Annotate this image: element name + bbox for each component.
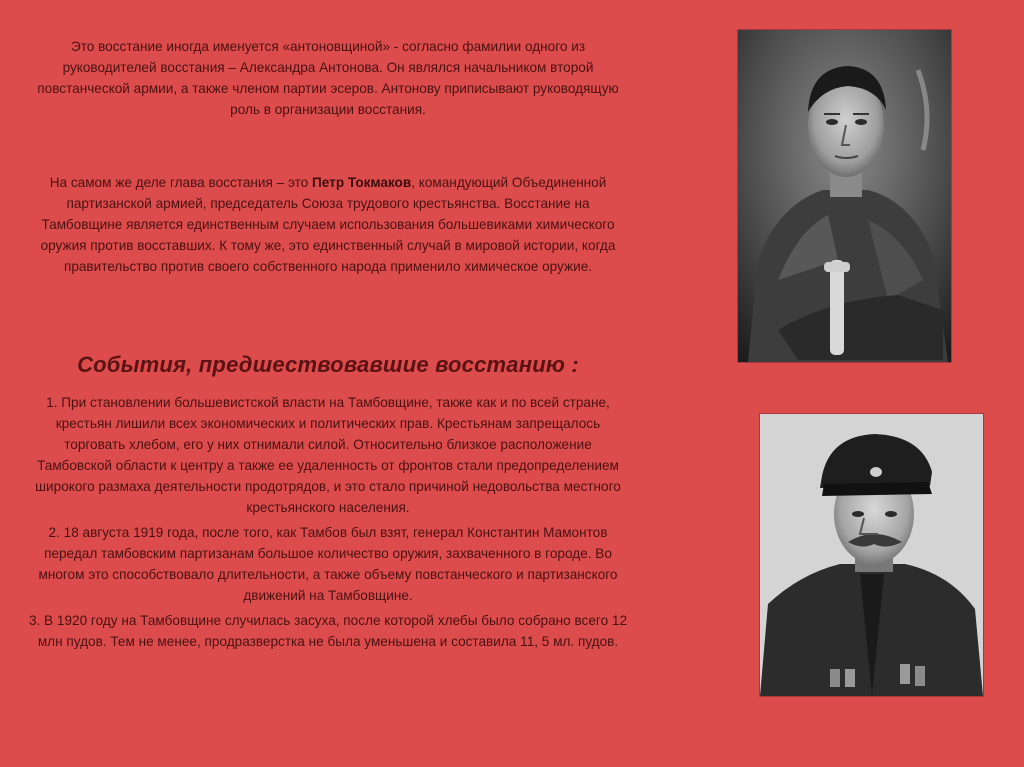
tokmakov-paragraph-end: , командующий Объединенной партизанской армией, председатель Союза трудового крестьянства. Восстание на Тамбовщине является единственным случаем использования большевиками химического оружия против восставших. К тому же, это единственный случай в мировой истории, когда правительство против своего собственного народа применило химическое оружие. xyxy=(40,175,616,274)
tokmakov-portrait-photo xyxy=(760,414,983,696)
tokmakov-paragraph xyxy=(26,172,630,277)
event-item-1: 1. При становлении большевистской власти на Тамбовщине, также как и по всей стране, крестьян лишили всех экономических и политических прав. Крестьянам запрещалось торговать хлебом, его у них отнимали силой. Относительно близкое расположение Тамбовской области к центру а также ее удаленность от фронтов стали предопределением широкого размаха деятельности продотрядов, и это стало причиной недовольства местного крестьянского населения. xyxy=(35,395,621,515)
event-item-3: 3. В 1920 году на Тамбовщине случилась засуха, после которой хлебы было собрано всего 12 млн пудов. Тем не менее, продразверстка не была уменьшена и составила 11, 5 мл. пудов. xyxy=(28,613,628,649)
events-heading: События, предшествовавшие восстанию : xyxy=(77,352,579,377)
event-item-2: 2. 18 августа 1919 года, после того, как Тамбов был взят, генерал Константин Мамонтов передал тамбовским партизанам большое количество оружия, захваченного в городе. Во многом это способствовало длительности, а также объему повстанческого и партизанского движений на Тамбовщине. xyxy=(38,525,618,603)
tokmakov-name: Петр Токмаков xyxy=(312,175,412,190)
tokmakov-paragraph-start: На самом же деле глава восстания – это xyxy=(49,175,313,190)
events-list xyxy=(26,392,630,656)
intro-paragraph: Это восстание иногда именуется «антоновщиной» - согласно фамилии одного из руководителей восстания – Александра Антонова. Он являлся начальником второй повстанческой армии, а также членом партии эсеров. Антонову приписывают руководящую роль в организации восстания. xyxy=(37,39,619,117)
antonov-portrait-photo xyxy=(738,30,951,362)
